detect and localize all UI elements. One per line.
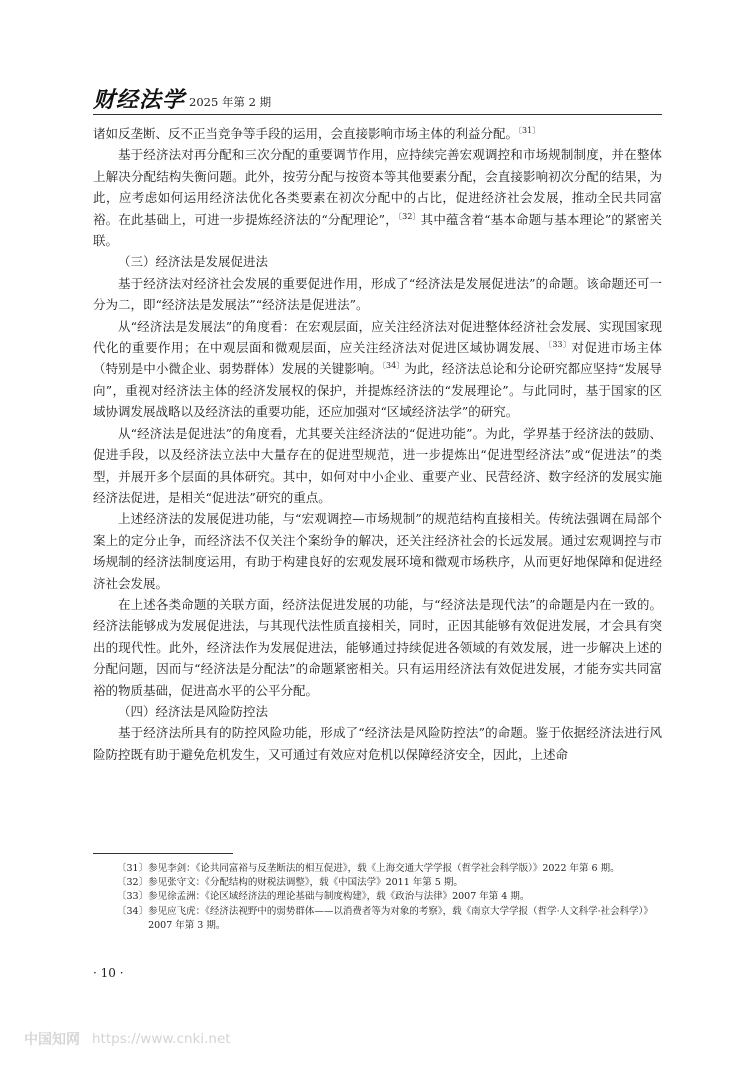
footnote-text: 参见李剑：《论共同富裕与反垄断法的相互促进》，载《上海交通大学学报（哲学社会科学版）》2022 年第 6 期。 bbox=[148, 863, 620, 874]
body-text bbox=[93, 123, 662, 765]
footnote-ref[interactable]: 〔34〕 bbox=[381, 361, 405, 371]
paragraph-text: 在上述各类命题的关联方面，经济法促进发展的功能，与“经济法是现代法”的命题是内在一致的。经济法能够成为发展促进法，与其现代法性质直接相关，同时，正因其能够有效促进发展，才会具有突出的现代性。此外，经济法作为发展促进法，能够通过持续促进各领域的有效发展，进一步解决上述的分配问题，因而与“经济法是分配法”的命题紧密相关。只有运用经济法有效促进发展，才能夯实共同富裕的物质基础，促进高水平的公平分配。 bbox=[93, 596, 662, 698]
section-heading-text: （四）经济法是风险防控法 bbox=[118, 703, 269, 719]
paragraph-text: 对促进市场主体（特别是中小微企业、弱势群体）发展的关键影响。 bbox=[93, 340, 662, 377]
paragraph-text: 从“经济法是发展法”的角度看：在宏观层面，应关注经济法对促进整体经济社会发展、实现国家现代化的重要作用；在中观层面和微观层面，应关注经济法对促进区域协调发展、 bbox=[93, 318, 662, 356]
footnote-item bbox=[93, 890, 662, 904]
section-heading bbox=[93, 701, 662, 722]
body-paragraph bbox=[93, 722, 662, 765]
footnote-item bbox=[93, 905, 662, 933]
journal-title: 财经法学 bbox=[93, 87, 186, 113]
body-paragraph bbox=[93, 423, 662, 509]
header-rule bbox=[93, 114, 662, 115]
paragraph-text: 其中蕴含着“基本命题与基本理论”的紧密关联。 bbox=[93, 211, 662, 249]
section-heading bbox=[93, 251, 662, 272]
body-paragraph bbox=[93, 123, 662, 144]
footnote-item bbox=[93, 876, 662, 890]
page-number: · 10 · bbox=[93, 966, 124, 980]
footnote-number: 〔32〕 bbox=[117, 877, 149, 889]
issue-label: 2025 年第 2 期 bbox=[189, 95, 272, 109]
footnote-ref[interactable]: 〔32〕 bbox=[397, 211, 421, 221]
body-paragraph bbox=[93, 144, 662, 251]
section-heading-text: （三）经济法是发展促进法 bbox=[118, 254, 269, 270]
footnote-ref[interactable]: 〔31〕 bbox=[518, 125, 541, 135]
paragraph-text: 从“经济法是促进法”的角度看，尤其要关注经济法的“促进功能”。为此，学界基于经济法的鼓励、促进手段，以及经济法立法中大量存在的促进型规范，进一步提炼出“促进型经济法”或“促进法”的类型，并展开多个层面的具体研究。其中，如何对中小企业、重要产业、民营经济、数字经济的发展实施经济法促进，是相关“促进法”研究的重点。 bbox=[93, 425, 662, 505]
footnote-text: 参见张守文：《分配结构的财税法调整》，载《中国法学》2011 年第 5 期。 bbox=[148, 877, 463, 889]
paragraph-text: 上述经济法的发展促进功能，与“宏观调控—市场规制”的规范结构直接相关。传统法强调在局部个案上的定分止争，而经济法不仅关注个案纷争的解决，还关注经济社会的长远发展。通过宏观调控与市场规制的经济法制度运用，有助于构建良好的宏观发展环境和微观市场秩序，从而更好地保障和促进经济社会发展。 bbox=[93, 511, 662, 591]
paragraph-text: 基于经济法所具有的防控风险功能，形成了“经济法是风险防控法”的命题。鉴于依据经济法进行风险防控既有助于避免危机发生，又可通过有效应对危机以保障经济安全，因此，上述命 bbox=[93, 725, 662, 762]
footnote-text: 参见应飞虎：《经济法视野中的弱势群体——以消费者等为对象的考察》，载《南京大学学报（哲学·人文科学·社会科学）》2007 年第 3 期。 bbox=[148, 905, 653, 931]
paragraph-text: 诸如反垄断、反不正当竞争等手段的运用，会直接影响市场主体的利益分配。 bbox=[93, 126, 519, 141]
body-paragraph bbox=[93, 273, 662, 316]
paragraph-text: 基于经济法对经济社会发展的重要促进作用，形成了“经济法是发展促进法”的命题。该命题还可一分为二，即“经济法是发展法”“经济法是促进法”。 bbox=[93, 275, 662, 313]
footnote-text: 参见徐孟洲：《论区域经济法的理论基础与制度构建》，载《政治与法律》2007 年第 4 期。 bbox=[148, 891, 530, 903]
cnki-watermark bbox=[24, 1029, 231, 1049]
cnki-logo: 中国知网 bbox=[24, 1032, 80, 1048]
body-paragraph bbox=[93, 508, 662, 594]
footnote-ref[interactable]: 〔33〕 bbox=[547, 339, 572, 349]
body-paragraph bbox=[93, 594, 662, 701]
running-header bbox=[93, 86, 271, 112]
footnote-number: 〔34〕 bbox=[117, 905, 149, 917]
footnote-rule bbox=[93, 853, 233, 854]
footnote-number: 〔31〕 bbox=[117, 863, 149, 874]
cnki-url: https://www.cnki.net bbox=[92, 1031, 231, 1047]
footnote-item bbox=[93, 862, 662, 876]
footnote-number: 〔33〕 bbox=[117, 891, 149, 903]
paragraph-text: 基于经济法对再分配和三次分配的重要调节作用，应持续完善宏观调控和市场规制制度，并在整体上解决分配结构失衡问题。此外，按劳分配与按资本等其他要素分配，会直接影响初次分配的结果，为此，应考虑如何运用经济法优化各类要素在初次分配中的占比，促进经济社会发展，推动全民共同富裕。在此基础上，可进一步提炼经济法的“分配理论”， bbox=[93, 147, 662, 227]
paragraph-text: 为此，经济法总论和分论研究都应坚持“发展导向”，重视对经济法主体的经济发展权的保护，并提炼经济法的“发展理论”。与此同时，基于国家的区域协调发展战略以及经济法的重要功能，还应加强对“区域经济法学”的研究。 bbox=[93, 361, 662, 420]
body-paragraph bbox=[93, 316, 662, 423]
footnotes bbox=[93, 862, 662, 933]
